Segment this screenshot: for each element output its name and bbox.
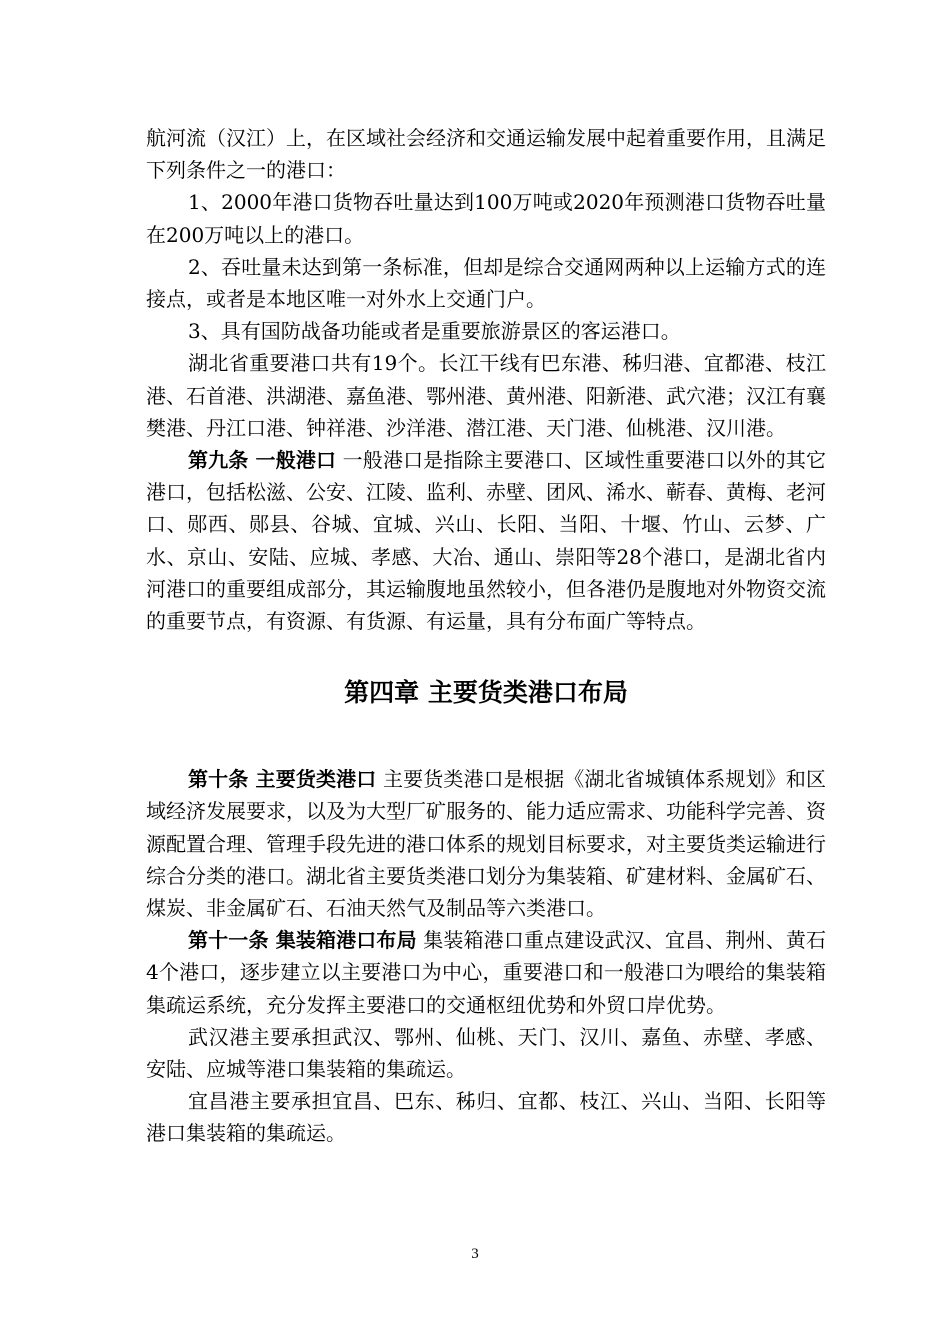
paragraph-continuation: 航河流（汉江）上，在区域社会经济和交通运输发展中起着重要作用，且满足下列条件之一的港口： xyxy=(146,126,826,183)
paragraph-wuhan-port: 武汉港主要承担武汉、鄂州、仙桃、天门、汉川、嘉鱼、赤壁、孝感、安陆、应城等港口集装箱的集疏运。 xyxy=(146,1024,826,1082)
chapter-title: 第四章 主要货类港口布局 xyxy=(344,678,628,708)
paragraph-criterion-1: 1、2000年港口货物吞吐量达到100万吨或2020年预测港口货物吞吐量在200万吨以上的港口。 xyxy=(146,190,826,247)
article-10-heading: 第十条 主要货类港口 xyxy=(188,767,377,792)
paragraph-important-ports: 湖北省重要港口共有19个。长江干线有巴东港、秭归港、宜都港、枝江港、石首港、洪湖港、嘉鱼港、鄂州港、黄州港、阳新港、武穴港；汉江有襄樊港、丹江口港、钟祥港、沙洋港、潜江港、天门港、仙桃港、汉川港。 xyxy=(146,351,826,440)
paragraph-criterion-3: 3、具有国防战备功能或者是重要旅游景区的客运港口。 xyxy=(188,319,681,344)
article-9-text: 一般港口是指除主要港口、区域性重要港口以外的其它港口，包括松滋、公安、江陵、监利、赤壁、团风、浠水、蕲春、黄梅、老河口、郧西、郧县、谷城、宜城、兴山、长阳、当阳、十堰、竹山、云梦、广水、京山、安陆、应城、孝感、大冶、通山、崇阳等28个港口，是湖北省内河港口的重要组成部分，其运输腹地虽然较小，但各港仍是腹地对外物资交流的重要节点，有资源、有货源、有运量，具有分布面广等特点。 xyxy=(146,448,827,634)
paragraph-yichang-port: 宜昌港主要承担宜昌、巴东、秭归、宜都、枝江、兴山、当阳、长阳等港口集装箱的集疏运。 xyxy=(146,1089,826,1146)
paragraph-article-11 xyxy=(146,924,826,1021)
article-11-heading: 第十一条 集装箱港口布局 xyxy=(188,928,417,953)
paragraph-article-9 xyxy=(146,444,826,637)
page-content xyxy=(146,122,826,1150)
paragraph-article-10 xyxy=(146,763,826,924)
page-number: 3 xyxy=(471,1246,479,1262)
article-9-heading: 第九条 一般港口 xyxy=(188,448,337,473)
article-11-text: 集装箱港口重点建设武汉、宜昌、荆州、黄石4个港口，逐步建立以主要港口为中心，重要港口和一般港口为喂给的集装箱集疏运系统，充分发挥主要港口的交通枢纽优势和外贸口岸优势。 xyxy=(146,928,827,1017)
paragraph-criterion-2: 2、吞吐量未达到第一条标准，但却是综合交通网两种以上运输方式的连接点，或者是本地区唯一对外水上交通门户。 xyxy=(146,254,826,312)
article-10-text: 主要货类港口是根据《湖北省城镇体系规划》和区域经济发展要求，以及为大型厂矿服务的、能力适应需求、功能科学完善、资源配置合理、管理手段先进的港口体系的规划目标要求，对主要货类运输进行综合分类的港口。湖北省主要货类港口划分为集装箱、矿建材料、金属矿石、煤炭、非金属矿石、石油天然气及制品等六类港口。 xyxy=(146,767,827,921)
